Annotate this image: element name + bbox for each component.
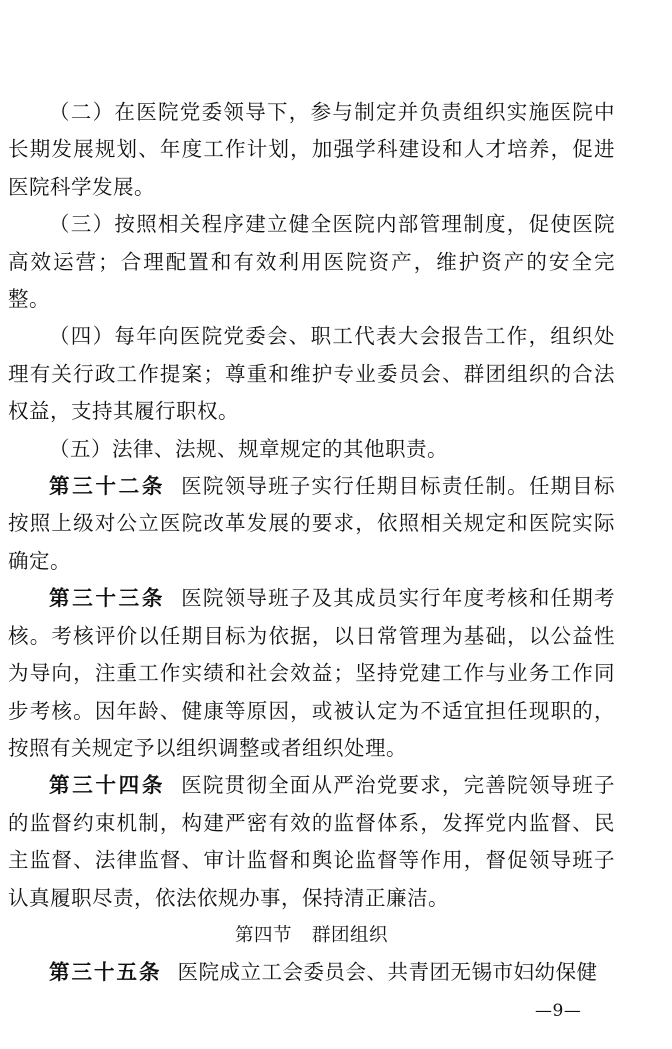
article-33 [8,580,615,767]
section-heading [8,917,615,954]
article-35 [8,954,615,991]
paragraph-duty-4: （四）每年向医院党委会、职工代表大会报告工作，组织处理有关行政工作提案；尊重和维护专业委员会、群团组织的合法权益，支持其履行职权。 [8,324,615,424]
page-number: —9— [535,1001,582,1021]
paragraph-duty-3: （三）按照相关程序建立健全医院内部管理制度，促使医院高效运营；合理配置和有效利用医院资产，维护资产的安全完整。 [8,212,615,312]
article-33-text: 医院领导班子及其成员实行年度考核和任期考核。考核评价以任期目标为依据，以日常管理为基础，以公益性为导向，注重工作实绩和社会效益；坚持党建工作与业务工作同步考核。因年龄、健康等原因，或被认定为不适宜担任现职的，按照有关规定予以组织调整或者组织处理。 [8,586,616,760]
article-35-heading: 第三十五条 [49,960,162,985]
section-title: 群团组织 [312,924,389,946]
paragraph-duty-2: （二）在医院党委领导下，参与制定并负责组织实施医院中长期发展规划、年度工作计划，加强学科建设和人才培养，促进医院科学发展。 [8,100,615,199]
article-33-heading: 第三十三条 [49,586,166,611]
document-body [8,94,615,992]
paragraph-duty-5: （五）法律、法规、规章规定的其他职责。 [49,436,448,461]
article-32-heading: 第三十二条 [49,474,166,499]
article-34-text: 医院贯彻全面从严治党要求，完善院领导班子的监督约束机制，构建严密有效的监督体系，发挥党内监督、民主监督、法律监督、审计监督和舆论监督等作用，督促领导班子认真履职尽责，依法依规办事，保持清正廉洁。 [8,773,616,910]
article-35-text: 医院成立工会委员会、共青团无锡市妇幼保健 [177,960,598,985]
article-34 [8,767,615,917]
article-32-text: 医院领导班子实行任期目标责任制。任期目标按照上级对公立医院改革发展的要求，依照相关规定和医院实际确定。 [8,474,616,573]
article-32 [8,468,615,580]
section-number: 第四节 [234,924,292,946]
article-34-heading: 第三十四条 [49,773,166,798]
